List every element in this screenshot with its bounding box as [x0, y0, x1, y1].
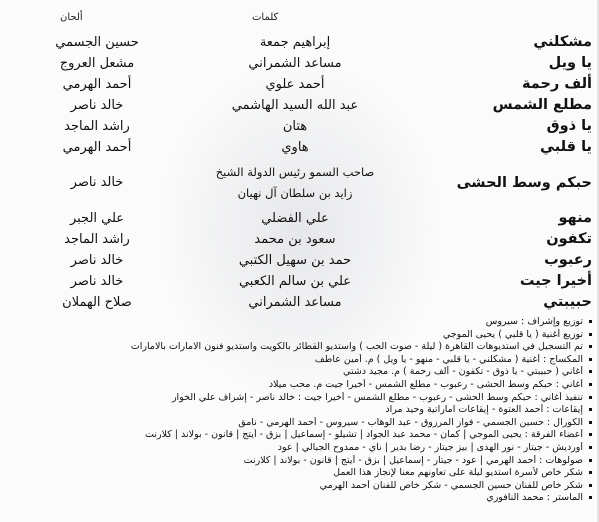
- credit-line: توزيع وإشراف : سيروس: [30, 316, 592, 329]
- lyricist-name: مساعد الشمراني: [248, 295, 342, 310]
- song-titles-column: [394, 32, 592, 313]
- bullet-icon: [589, 459, 592, 462]
- credit-line: توزيع أغنية ( يا قلبي ) يحيى الموجي: [30, 329, 592, 342]
- bullet-icon: [589, 396, 592, 399]
- song-title: حبيبتي: [543, 294, 592, 310]
- credit-line: المكساج : أغنية ( مشكلني - يا قلبي - منهو - يا ويل ) م. أمين عاطف: [30, 354, 592, 367]
- lyricists-column: [200, 32, 390, 313]
- credit-line: أغاني ( حبيبتي - يا ذوق - تكفون - ألف رحمة ) م. مجيد دشتي: [30, 366, 592, 379]
- lyricist-name: هاوي: [281, 140, 309, 155]
- composer-name: خالد ناصر: [70, 253, 124, 268]
- lyricist-name: علي بن سالم الكعبي: [238, 274, 352, 289]
- song-title: مطلع الشمس: [492, 97, 592, 113]
- composers-header: ألحان: [60, 12, 83, 23]
- composer-name: راشد الماجد: [64, 119, 130, 134]
- production-credits: [30, 316, 592, 505]
- song-title: منهو: [558, 210, 592, 226]
- lyricist-name: علي الفضلي: [261, 211, 329, 226]
- composer-name: علي الجبر: [69, 211, 125, 226]
- song-title: أخيرا جيت: [519, 273, 592, 289]
- bullet-icon: [589, 433, 592, 436]
- composer-name: خالد ناصر: [70, 175, 124, 190]
- credit-line: إيقاعات : أحمد العتوة - إيقاعات اماراتية وحيد مراد: [30, 404, 592, 417]
- song-title: يا قلبي: [540, 139, 592, 155]
- credit-line: تم التسجيل في استديوهات القاهرة ( ليلة - صوت الحب ) واستديو القطائر بالكويت واستديو فنون الامارات بالامارات: [30, 341, 592, 354]
- bullet-icon: [589, 484, 592, 487]
- credit-line: شكر خاص للفنان حسين الجسمي - شكر خاص للفنان أحمد الهرمي: [30, 480, 592, 493]
- lyricist-name: صاحب السمو رئيس الدولة الشيخ زايد بن سلطان آل نهيان: [215, 165, 375, 200]
- credit-line: تنفيذ أغاني : حبكم وسط الحشى - رعبوب - مطلع الشمس - أخيرا جيت : خالد ناصر - إشراف علي الخوار: [30, 392, 592, 405]
- lyricist-name: إبراهيم جمعة: [259, 35, 331, 50]
- composer-name: خالد ناصر: [70, 98, 124, 113]
- composer-name: خالد ناصر: [70, 274, 124, 289]
- credit-line: أغاني : حبكم وسط الحشى - رعبوب - مطلع الشمس - أخيرا جيت م. محب ميلاد: [30, 379, 592, 392]
- lyricist-name: عبد الله السيد الهاشمي: [231, 98, 359, 113]
- credit-line: أورديش - جيتار - نور الهدى | بيز جيتار - رضا بدير | ناي - ممدوح الجبالي | عود: [30, 442, 592, 455]
- bullet-icon: [589, 408, 592, 411]
- lyricist-name: هتان: [282, 119, 308, 134]
- credit-line: صولوهات : أحمد الهرمي | عود - جيتار - إسماعيل | بزق - أيتج | قانون - بولاند | كلارنت: [30, 455, 592, 468]
- song-title: حبكم وسط الحشى: [456, 175, 592, 191]
- song-title: رعبوب: [544, 252, 592, 268]
- bullet-icon: [589, 383, 592, 386]
- composer-name: صلاح الهملان: [62, 295, 132, 310]
- credit-line: أعضاء الفرقة : يحيى الموجي | كمان - محمد عبد الجواد | تشيلو - إسماعيل | بزق - أيتج | قانون - بولاند | كلارنت: [30, 429, 592, 442]
- bullet-icon: [589, 421, 592, 424]
- lyricist-name: حمد بن سهيل الكتبي: [238, 253, 352, 268]
- lyricist-name: سعود بن محمد: [254, 232, 336, 247]
- lyricist-name: مساعد الشمراني: [248, 56, 342, 71]
- song-title: تكفون: [546, 231, 592, 247]
- lyricist-name: أحمد علوي: [265, 77, 325, 92]
- bullet-icon: [589, 496, 592, 499]
- bullet-icon: [589, 320, 592, 323]
- bullet-icon: [589, 345, 592, 348]
- song-title: مشكلني: [533, 34, 592, 50]
- song-title: ألف رحمة: [521, 76, 592, 92]
- lyricists-header: كلمات: [252, 12, 279, 23]
- bullet-icon: [589, 446, 592, 449]
- song-title: يا ذوق: [546, 118, 592, 134]
- song-title: يا ويل: [548, 55, 592, 71]
- bullet-icon: [589, 471, 592, 474]
- composer-name: حسين الجسمي: [55, 35, 139, 50]
- credit-line: شكر خاص لأسرة استديو ليلة على تعاونهم معنا لإنجاز هذا العمل: [30, 467, 592, 480]
- bullet-icon: [589, 358, 592, 361]
- composer-name: راشد الماجد: [64, 232, 130, 247]
- credit-line: الماستر : محمد النافوري: [30, 492, 592, 505]
- bullet-icon: [589, 333, 592, 336]
- bullet-icon: [589, 370, 592, 373]
- composers-column: [2, 32, 192, 313]
- composer-name: مشعل العروج: [59, 56, 135, 71]
- composer-name: أحمد الهرمي: [62, 77, 132, 92]
- credit-line: الكورال : حسين الجسمي - فواز المرزوق - عبد الوهاب - سيروس - أحمد الهرمي - نامق: [30, 417, 592, 430]
- composer-name: أحمد الهرمي: [62, 140, 132, 155]
